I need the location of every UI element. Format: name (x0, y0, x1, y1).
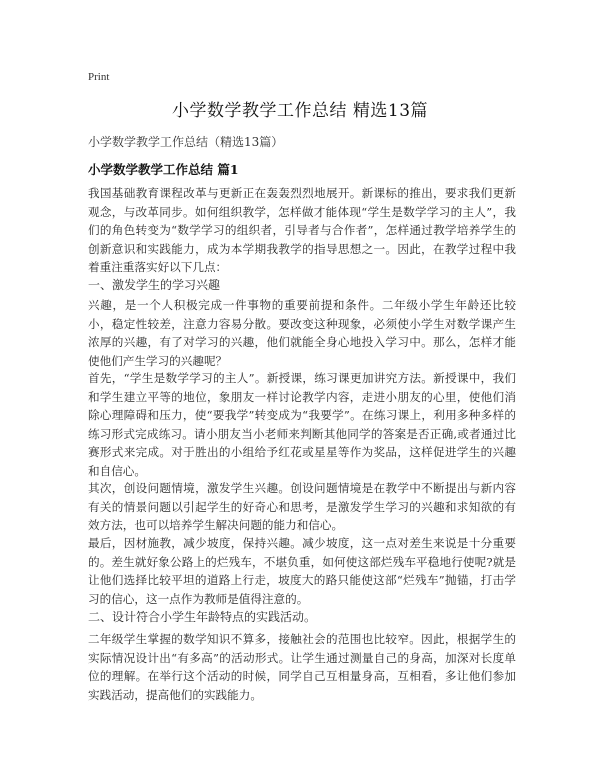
subheading-activities: 二、设计符合小学生年龄特点的实践活动。 (88, 610, 317, 624)
paragraph-second: 其次，创设问题情境，激发学生兴趣。创设问题情境是在教学中不断提出与新内容有关的情景问题以引起学生的好奇心和思考，是激发学生学习的兴趣和求知欲的有效方法，也可以培养学生解决问题的能力和信心。 (88, 481, 516, 532)
paragraph-first: 首先，“学生是数学学习的主人”。新授课，练习课更加讲究方法。新授课中，我们和学生建立平等的地位，象朋友一样讨论教学内容，走进小朋友的心里，使他们消除心理障碍和压力，使“要我学”转变成为“我要学”。在练习课上，利用多种多样的练习形式完成练习。请小朋友当小老师来判断其他同学的答案是否正确,或者通过比赛形式来完成。对于胜出的小组给予红花或星星等作为奖品，这样促进学生的兴趣和自信心。 (88, 371, 516, 478)
print-label[interactable]: Print (88, 71, 110, 83)
section-heading: 小学数学教学工作总结 篇1 (88, 162, 239, 177)
paragraph-activities: 二年级学生掌握的数学知识不算多，接触社会的范围也比较窄。因此，根据学生的实际情况设计出“有多高”的活动形式。让学生通过测量自己的身高，加深对长度单位的理解。在举行这个活动的时候，同学自己互相量身高，互相看，多让他们参加实践活动，提高他们的实践能力。 (88, 632, 516, 702)
paragraph-third: 最后，因材施教，减少坡度，保持兴趣。减少坡度，这一点对差生来说是十分重要的。差生就好象公路上的烂残车，不堪负重，如何使这部烂残车平稳地行使呢?就是让他们选择比较平坦的道路上行走，坡度大的路只能使这部“烂残车”抛锚，打击学习的信心，这一点作为教师是值得注意的。 (88, 536, 516, 606)
subheading-interest: 一、激发学生的学习兴趣 (88, 278, 221, 292)
document-subtitle: 小学数学教学工作总结（精选13篇） (88, 135, 284, 149)
paragraph-interest: 兴趣，是一个人积极完成一件事物的重要前提和条件。二年级小学生年龄还比较小，稳定性较差，注意力容易分散。要改变这种现象，必须使小学生对数学课产生浓厚的兴趣，有了对学习的兴趣，他们就能全身心地投入学习中。那么，怎样才能使他们产生学习的兴趣呢？ (88, 298, 516, 368)
document-title: 小学数学教学工作总结 精选13篇 (171, 101, 429, 121)
paragraph-intro: 我国基础教育课程改革与更新正在轰轰烈烈地展开。新课标的推出，要求我们更新观念，与改革同步。如何组织教学，怎样做才能体现“学生是数学学习的主人”，我们的角色转变为“数学学习的组织者，引导者与合作者”，怎样通过教学培养学生的创新意识和实践能力，成为本学期我教学的指导思想之一。因此，在教学过程中我着重注重落实好以下几点： (88, 186, 516, 274)
